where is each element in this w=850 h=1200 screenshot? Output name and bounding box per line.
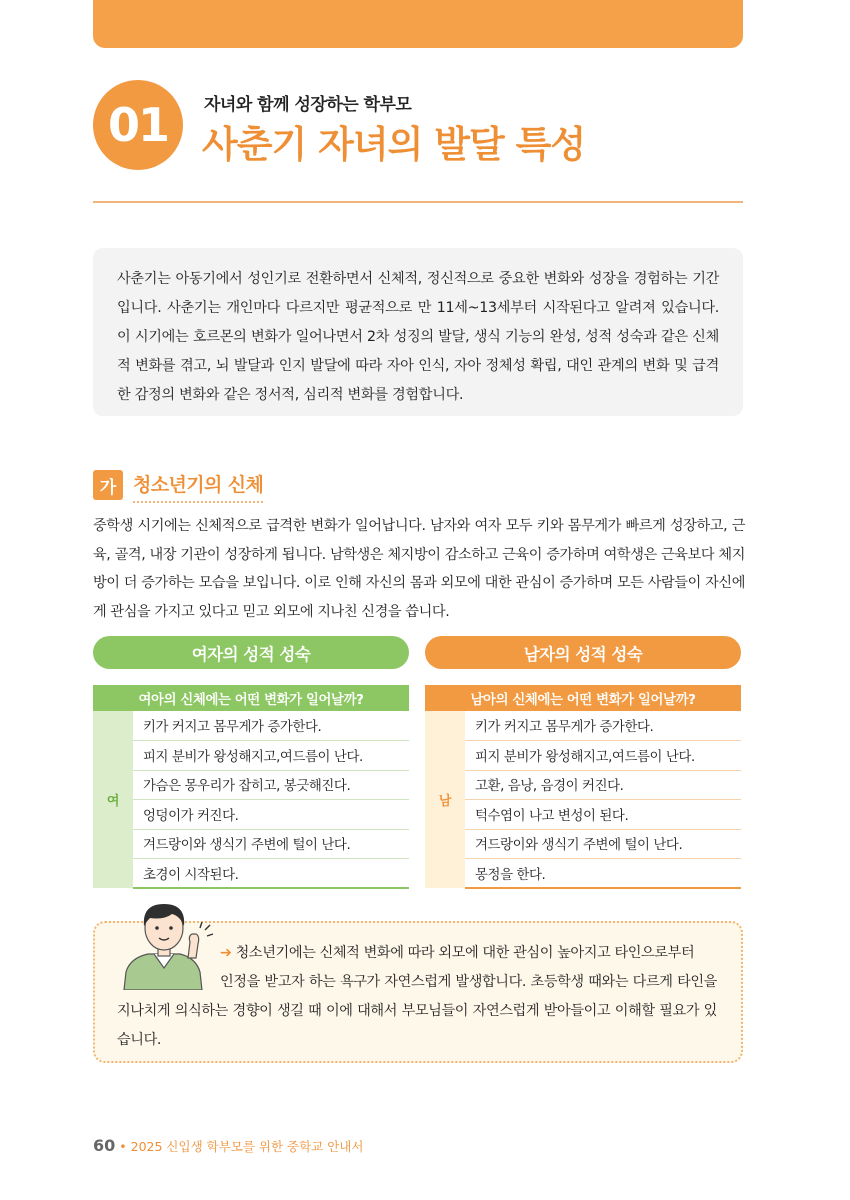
footer-title: 2025 신입생 학부모를 위한 중학교 안내서: [130, 1139, 364, 1154]
table-row: 겨드랑이와 생식기 주변에 털이 난다.: [465, 829, 741, 859]
chapter-title: 사춘기 자녀의 발달 특성: [202, 123, 586, 166]
chapter-subtitle: 자녀와 함께 성장하는 학부모: [204, 95, 412, 115]
table-row: 턱수염이 나고 변성이 된다.: [465, 800, 741, 830]
table-row: 키가 커지고 몸무게가 증가한다.: [465, 711, 741, 741]
section-body-text: 중학생 시기에는 신체적으로 급격한 변화가 일어납니다. 남자와 여자 모두 키와 몸무게가 빠르게 성장하고, 근육, 골격, 내장 기관이 성장하게 됩니다. 남학생은 체지방이 감소하고 근육이 증가하며 여학생은 근육보다 체지방이 더 증가하는 모습을 보입니다. 이로 인해 자신의 몸과 외모에 대한 관심이 증가하며 모든 사람들이 자신에게 관심을 가지고 있다고 믿고 외모에 지나친 신경을 씁니다.: [93, 518, 745, 620]
section-badge: 가: [93, 470, 123, 500]
table-row: 피지 분비가 왕성해지고,여드름이 난다.: [465, 741, 741, 771]
female-changes-table: [93, 685, 409, 889]
male-side-label: 남: [425, 711, 465, 888]
male-table-header: 남아의 신체에는 어떤 변화가 일어날까?: [425, 685, 741, 711]
table-row: 가슴은 몽우리가 잡히고, 봉긋해진다.: [133, 770, 409, 800]
section-title: 청소년기의 신체: [133, 470, 263, 503]
footer-bullet: •: [119, 1139, 127, 1154]
table-row: 키가 커지고 몸무게가 증가한다.: [133, 711, 409, 741]
male-changes-table: [425, 685, 741, 889]
male-maturity-pill: 남자의 성적 성숙: [425, 636, 741, 669]
female-side-label: 여: [93, 711, 133, 888]
note-text-rest: 인정을 받고자 하는 욕구가 자연스럽게 발생합니다. 초등학생 때와는 다르게 타인을 지나치게 의식하는 경향이 생길 때 이에 대해서 부모님들이 자연스럽게 받아들이고 이해할 필요가 있습니다.: [117, 974, 717, 1048]
note-text-line1: 청소년기에는 신체적 변화에 따라 외모에 대한 관심이 높아지고 타인으로부터: [235, 945, 695, 961]
table-row: 고환, 음낭, 음경이 커진다.: [465, 770, 741, 800]
table-row: 겨드랑이와 생식기 주변에 털이 난다.: [133, 829, 409, 859]
title-divider: [93, 201, 743, 203]
female-maturity-pill: 여자의 성적 성숙: [93, 636, 409, 669]
note-text: [117, 939, 717, 1055]
table-row: 초경이 시작된다.: [133, 859, 409, 889]
chapter-number-badge: 01: [93, 80, 183, 170]
table-row: 몽정을 한다.: [465, 859, 741, 889]
page-number: 60: [93, 1136, 116, 1155]
page-footer: [93, 1136, 363, 1155]
female-table-header: 여아의 신체에는 어떤 변화가 일어날까?: [93, 685, 409, 711]
intro-text: 사춘기는 아동기에서 성인기로 전환하면서 신체적, 정신적으로 중요한 변화와 성장을 경험하는 기간입니다. 사춘기는 개인마다 다르지만 평균적으로 만 11세~13세부터 시작된다고 알려져 있습니다. 이 시기에는 호르몬의 변화가 일어나면서 2차 성징의 발달, 생식 기능의 완성, 성적 성숙과 같은 신체적 변화를 겪고, 뇌 발달과 인지 발달에 따라 자아 인식, 자아 정체성 확립, 대인 관계의 변화 및 급격한 감정의 변화와 같은 정서적, 심리적 변화를 경험합니다.: [117, 271, 719, 403]
top-banner: [93, 0, 743, 48]
table-row: 피지 분비가 왕성해지고,여드름이 난다.: [133, 741, 409, 771]
arrow-right-icon: ➔: [220, 945, 232, 961]
table-row: 엉덩이가 커진다.: [133, 800, 409, 830]
intro-box: [93, 248, 743, 416]
